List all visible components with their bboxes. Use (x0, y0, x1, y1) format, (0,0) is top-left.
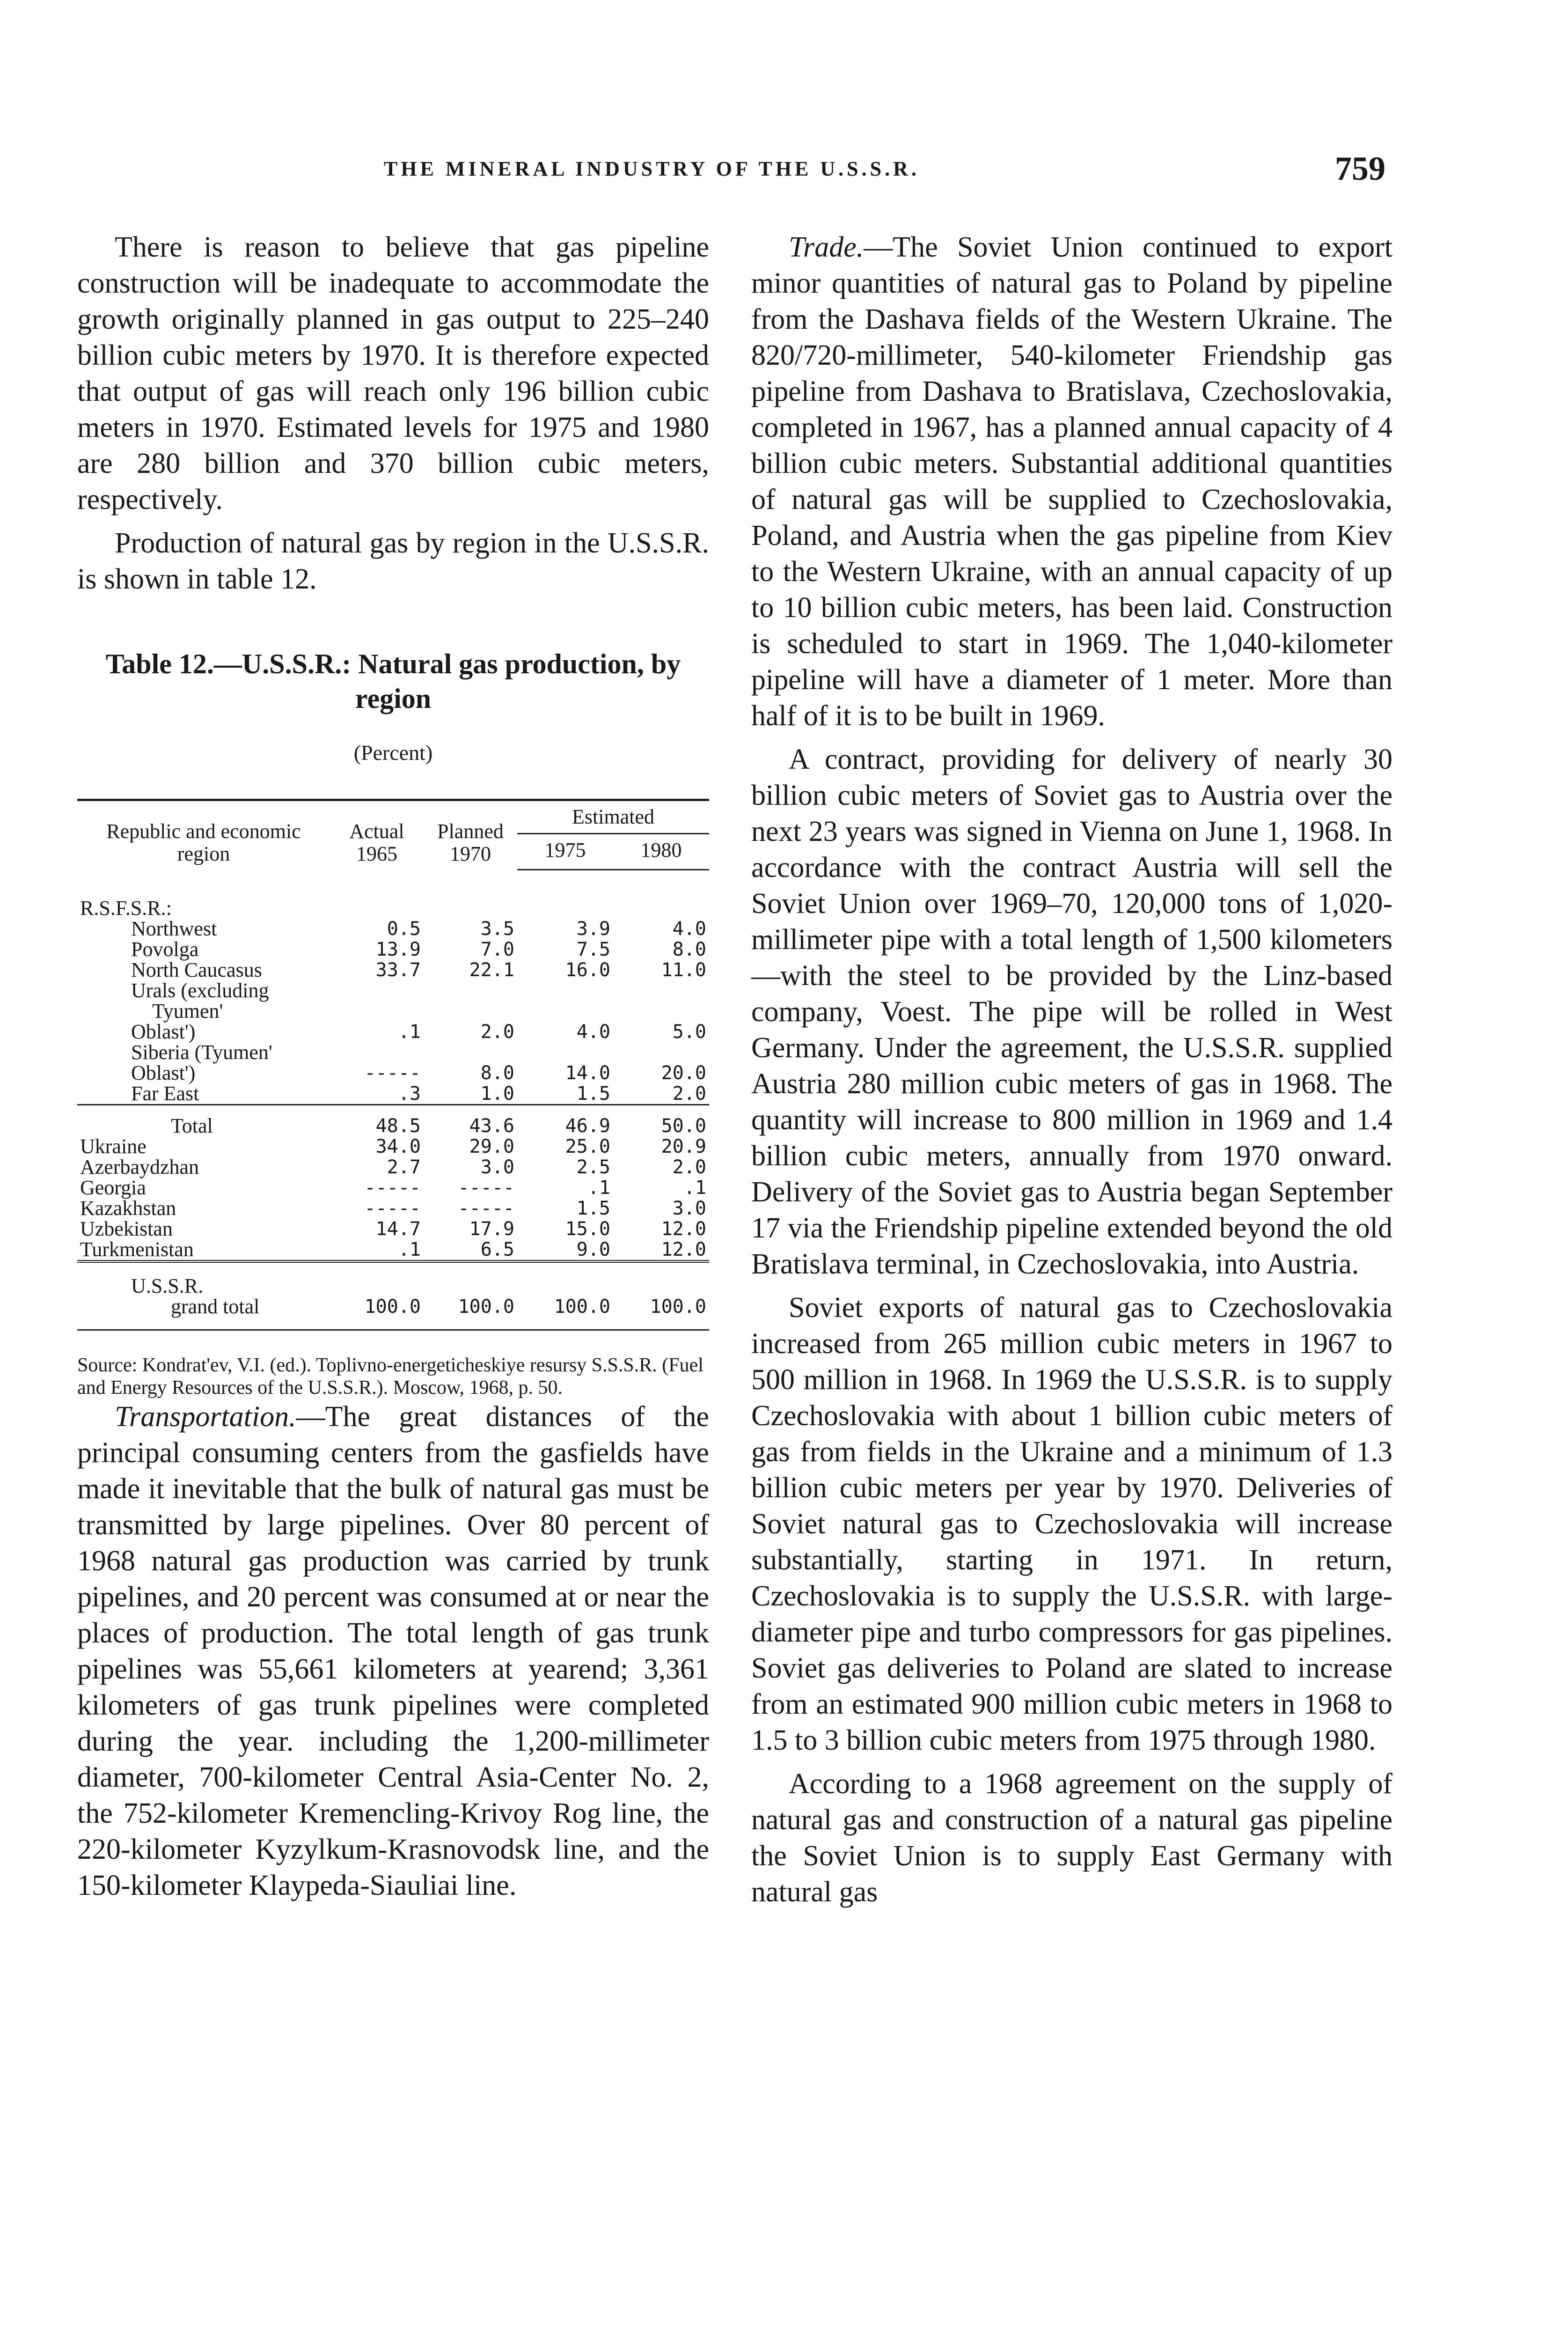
cell-actual-1965: .3 (398, 1082, 421, 1104)
paragraph-austria-contract: A contract, providing for delivery of nearly 30 billion cubic meters of Soviet gas to Austria over the next 23 years was signed in Vienna on June 1, 1968. In accordance with the contract Austria will sell the Soviet Union over 1969–70, 120,000 tons of 1,020-millimeter pipe with a total length of 1,500 kilometers—with the steel to be provided by the Linz-based company, Voest. The pipe will be rolled in West Germany. Under the agreement, the U.S.S.R. supplied Austria 280 million cubic meters of gas in 1968. The quantity will increase to 800 million in 1969 and 1.4 billion cubic meters, annually from 1970 onward. Delivery of the Soviet gas to Austria began September 17 via the Friendship pipeline extended beyond the old Bratislava terminal, in Czechoslovakia, into Austria. (751, 744, 1392, 1280)
cell-estimated-1975 (517, 1261, 613, 1296)
row-label: Oblast') (131, 1061, 196, 1084)
cell-actual-1965: 2.7 (387, 1156, 421, 1178)
paragraph-transportation (77, 1399, 709, 1904)
production-table (77, 799, 709, 1331)
cell-estimated-1975: 9.0 (576, 1238, 610, 1260)
cell-estimated-1980: 12.0 (661, 1238, 706, 1260)
cell-estimated-1980 (613, 1261, 709, 1296)
header-estimated: Estimated (517, 800, 709, 834)
cell-actual-1965: .1 (398, 1021, 421, 1043)
cell-estimated-1980: .1 (683, 1177, 706, 1199)
cell-planned-1970: ----- (458, 1177, 514, 1199)
cell-estimated-1975: 2.5 (576, 1156, 610, 1178)
header-1975: 1975 (517, 834, 613, 870)
header-planned-1970: Planned 1970 (424, 800, 517, 870)
cell-estimated-1975: 3.9 (576, 918, 610, 940)
cell-planned-1970: 3.5 (480, 918, 514, 940)
table-row (77, 1042, 709, 1063)
cell-actual-1965 (330, 980, 424, 1001)
cell-estimated-1975: 46.9 (517, 1104, 613, 1136)
table-12 (77, 647, 709, 1399)
cell-actual-1965: 13.9 (375, 938, 421, 960)
cell-estimated-1975: 14.0 (565, 1062, 610, 1084)
row-label: North Caucasus (131, 958, 262, 981)
cell-actual-1965 (330, 1001, 424, 1022)
cell-estimated-1980: 20.0 (661, 1062, 706, 1084)
row-label: Oblast') (131, 1020, 196, 1043)
cell-actual-1965: 34.0 (375, 1135, 421, 1157)
row-label: Northwest (131, 917, 217, 940)
cell-planned-1970: 2.0 (480, 1021, 514, 1043)
cell-planned-1970: ----- (458, 1197, 514, 1219)
cell-planned-1970 (424, 1042, 517, 1063)
table-row (77, 1198, 709, 1219)
paragraph-gas-output: There is reason to believe that gas pipeline construction will be inadequate to accommodate the growth originally planned in gas output to 225–240 billion cubic meters by 1970. It is therefore expected that output of gas will reach only 196 billion cubic meters in 1970. Estimated levels for 1975 and 1980 are 280 billion and 370 billion cubic meters, respectively. (77, 231, 709, 515)
cell-estimated-1975: 16.0 (565, 959, 610, 981)
cell-estimated-1980: 50.0 (613, 1104, 709, 1136)
cell-estimated-1975: 15.0 (565, 1218, 610, 1240)
cell-actual-1965 (330, 1261, 424, 1296)
cell-actual-1965: 100.0 (330, 1296, 424, 1330)
cell-actual-1965: .1 (398, 1238, 421, 1260)
cell-actual-1965 (330, 1042, 424, 1063)
cell-planned-1970: 1.0 (480, 1082, 514, 1104)
cell-estimated-1980 (613, 1001, 709, 1022)
paragraph-trade (751, 229, 1392, 734)
row-label: Ukraine (80, 1134, 147, 1158)
row-label: Azerbaydzhan (80, 1155, 199, 1178)
cell-estimated-1975 (517, 1042, 613, 1063)
cell-actual-1965: ----- (364, 1062, 421, 1084)
row-label: Siberia (Tyumen' (131, 1040, 272, 1064)
cell-actual-1965: 14.7 (375, 1218, 421, 1240)
cell-planned-1970: 17.9 (469, 1218, 514, 1240)
table-row-total (77, 1104, 709, 1136)
table-row (77, 1261, 709, 1296)
cell-planned-1970: 29.0 (469, 1135, 514, 1157)
table-row (77, 980, 709, 1001)
cell-planned-1970 (424, 1261, 517, 1296)
cell-estimated-1975: 25.0 (565, 1135, 610, 1157)
running-head: THE MINERAL INDUSTRY OF THE U.S.S.R. (384, 157, 920, 180)
table-units: (Percent) (353, 741, 433, 765)
cell-estimated-1980: 4.0 (672, 918, 706, 940)
trade-heading: Trade. (789, 231, 864, 263)
table-row (77, 1136, 709, 1157)
table-row (77, 919, 709, 939)
cell-planned-1970 (424, 980, 517, 1001)
cell-planned-1970: 7.0 (480, 938, 514, 960)
header-1980: 1980 (613, 834, 709, 870)
table-row (77, 939, 709, 960)
row-label: grand total (77, 1296, 330, 1330)
row-label: Turkmenistan (80, 1237, 194, 1261)
cell-actual-1965: ----- (364, 1177, 421, 1199)
row-label: Uzbekistan (80, 1217, 173, 1240)
page-header (384, 140, 1385, 197)
transportation-heading: Transportation. (115, 1400, 296, 1433)
row-label: R.S.F.S.R.: (80, 896, 172, 920)
cell-estimated-1980: 5.0 (672, 1021, 706, 1043)
cell-actual-1965: 48.5 (330, 1104, 424, 1136)
cell-planned-1970: 3.0 (480, 1156, 514, 1178)
row-label: Total (77, 1104, 330, 1136)
cell-estimated-1980 (613, 1042, 709, 1063)
table-row (77, 1239, 709, 1261)
row-label: Georgia (80, 1176, 146, 1199)
cell-estimated-1980: 3.0 (672, 1197, 706, 1219)
cell-planned-1970: 100.0 (424, 1296, 517, 1330)
cell-estimated-1980: 12.0 (661, 1218, 706, 1240)
cell-estimated-1975: 1.5 (576, 1082, 610, 1104)
page-number: 759 (1335, 149, 1385, 187)
cell-planned-1970: 22.1 (469, 959, 514, 981)
cell-estimated-1975: 7.5 (576, 938, 610, 960)
cell-actual-1965 (330, 870, 424, 919)
cell-planned-1970: 8.0 (480, 1062, 514, 1084)
cell-estimated-1975 (517, 1001, 613, 1022)
table-row (77, 870, 709, 919)
table-row (77, 1001, 709, 1022)
cell-planned-1970: 6.5 (480, 1238, 514, 1260)
cell-estimated-1980: 100.0 (613, 1296, 709, 1330)
table-row (77, 1022, 709, 1042)
table-source-note: Source: Kondrat'ev, V.I. (ed.). Toplivno-energeticheskiye resursy S.S.S.R. (Fuel and Energy Resources of the U.S.S.R.). Moscow, 1968, p. 50. (77, 1354, 703, 1399)
row-label: Tyumen' (152, 999, 223, 1023)
table-row (77, 1219, 709, 1239)
cell-estimated-1980: 20.9 (661, 1135, 706, 1157)
table-row (77, 1157, 709, 1178)
cell-estimated-1975: .1 (587, 1177, 610, 1199)
table-row (77, 960, 709, 980)
paragraph-czechoslovakia-exports: Soviet exports of natural gas to Czechoslovakia increased from 265 million cubic meters in 1967 to 500 million in 1968. In 1969 the U.S.S.R. is to supply Czechoslovakia with about 1 billion cubic meters of gas from fields in the Ukraine and a minimum of 1.3 billion cubic meters per year by 1970. Deliveries of Soviet natural gas to Czechoslovakia will increase substantially, starting in 1971. In return, Czechoslovakia is to supply the U.S.S.R. with large-diameter pipe and turbo compressors for gas pipelines. Soviet gas deliveries to Poland are slated to increase from an estimated 900 million cubic meters in 1968 to 1.5 to 3 billion cubic meters from 1975 through 1980. (751, 1292, 1392, 1756)
right-column (751, 229, 1392, 1910)
table-row (77, 1083, 709, 1105)
transportation-body: —The great distances of the principal consuming centers from the gasfields have made it inevitable that the bulk of natural gas must be transmitted by large pipelines. Over 80 percent of 1968 natural gas production was carried by trunk pipelines, and 20 percent was consumed at or near the places of production. The total length of gas trunk pipelines was 55,661 kilometers at yearend; 3,361 kilometers of gas trunk pipelines were completed during the year. including the 1,200-millimeter diameter, 700-kilometer Central Asia-Center No. 2, the 752-kilometer Kremencling-Krivoy Rog line, the 220-kilometer Kyzylkum-Krasnovodsk line, and the 150-kilometer Klaypeda-Siauliai line. (77, 1400, 709, 1901)
cell-estimated-1980 (613, 980, 709, 1001)
cell-estimated-1975 (517, 870, 613, 919)
paragraph-table-reference: Production of natural gas by region in the U.S.S.R. is shown in table 12. (77, 527, 709, 595)
header-actual-1965: Actual 1965 (330, 800, 424, 870)
cell-planned-1970 (424, 1001, 517, 1022)
cell-actual-1965: ----- (364, 1197, 421, 1219)
row-label: U.S.S.R. (77, 1261, 330, 1296)
cell-actual-1965: 33.7 (375, 959, 421, 981)
stub-header: Republic and economic region (77, 800, 330, 870)
left-column (77, 229, 709, 1904)
cell-actual-1965: 0.5 (387, 918, 421, 940)
cell-estimated-1980: 8.0 (672, 938, 706, 960)
row-label: Far East (131, 1082, 199, 1105)
cell-estimated-1975: 4.0 (576, 1021, 610, 1043)
cell-estimated-1980: 2.0 (672, 1156, 706, 1178)
cell-estimated-1975: 1.5 (576, 1197, 610, 1219)
cell-estimated-1980: 11.0 (661, 959, 706, 981)
cell-estimated-1975: 100.0 (517, 1296, 613, 1330)
cell-planned-1970: 43.6 (424, 1104, 517, 1136)
paragraph-east-germany: According to a 1968 agreement on the supply of natural gas and construction of a natural gas pipeline the Soviet Union is to supply East Germany with natural gas (751, 1768, 1392, 1908)
cell-planned-1970 (424, 870, 517, 919)
table-row (77, 1063, 709, 1083)
cell-estimated-1980 (613, 870, 709, 919)
table-row-grand-total (77, 1296, 709, 1330)
table-title: Table 12.—U.S.S.R.: Natural gas production, by region (105, 648, 681, 714)
table-row (77, 1178, 709, 1198)
row-label: Povolga (131, 937, 199, 961)
cell-estimated-1975 (517, 980, 613, 1001)
row-label: Urals (excluding (131, 979, 269, 1002)
trade-body: —The Soviet Union continued to export minor quantities of natural gas to Poland by pipeline from the Dashava fields of the Western Ukraine. The 820/720-millimeter, 540-kilometer Friendship gas pipeline from Dashava to Bratislava, Czechoslovakia, completed in 1967, has a planned annual capacity of 4 billion cubic meters. Substantial additional quantities of natural gas will be supplied to Czechoslovakia, Poland, and Austria when the gas pipeline from Kiev to the Western Ukraine, with an annual capacity of up to 10 billion cubic meters, has been laid. Construction is scheduled to start in 1969. The 1,040-kilometer pipeline will have a diameter of 1 meter. More than half of it is to be built in 1969. (751, 231, 1392, 732)
row-label: Kazakhstan (80, 1196, 176, 1220)
cell-estimated-1980: 2.0 (672, 1082, 706, 1104)
